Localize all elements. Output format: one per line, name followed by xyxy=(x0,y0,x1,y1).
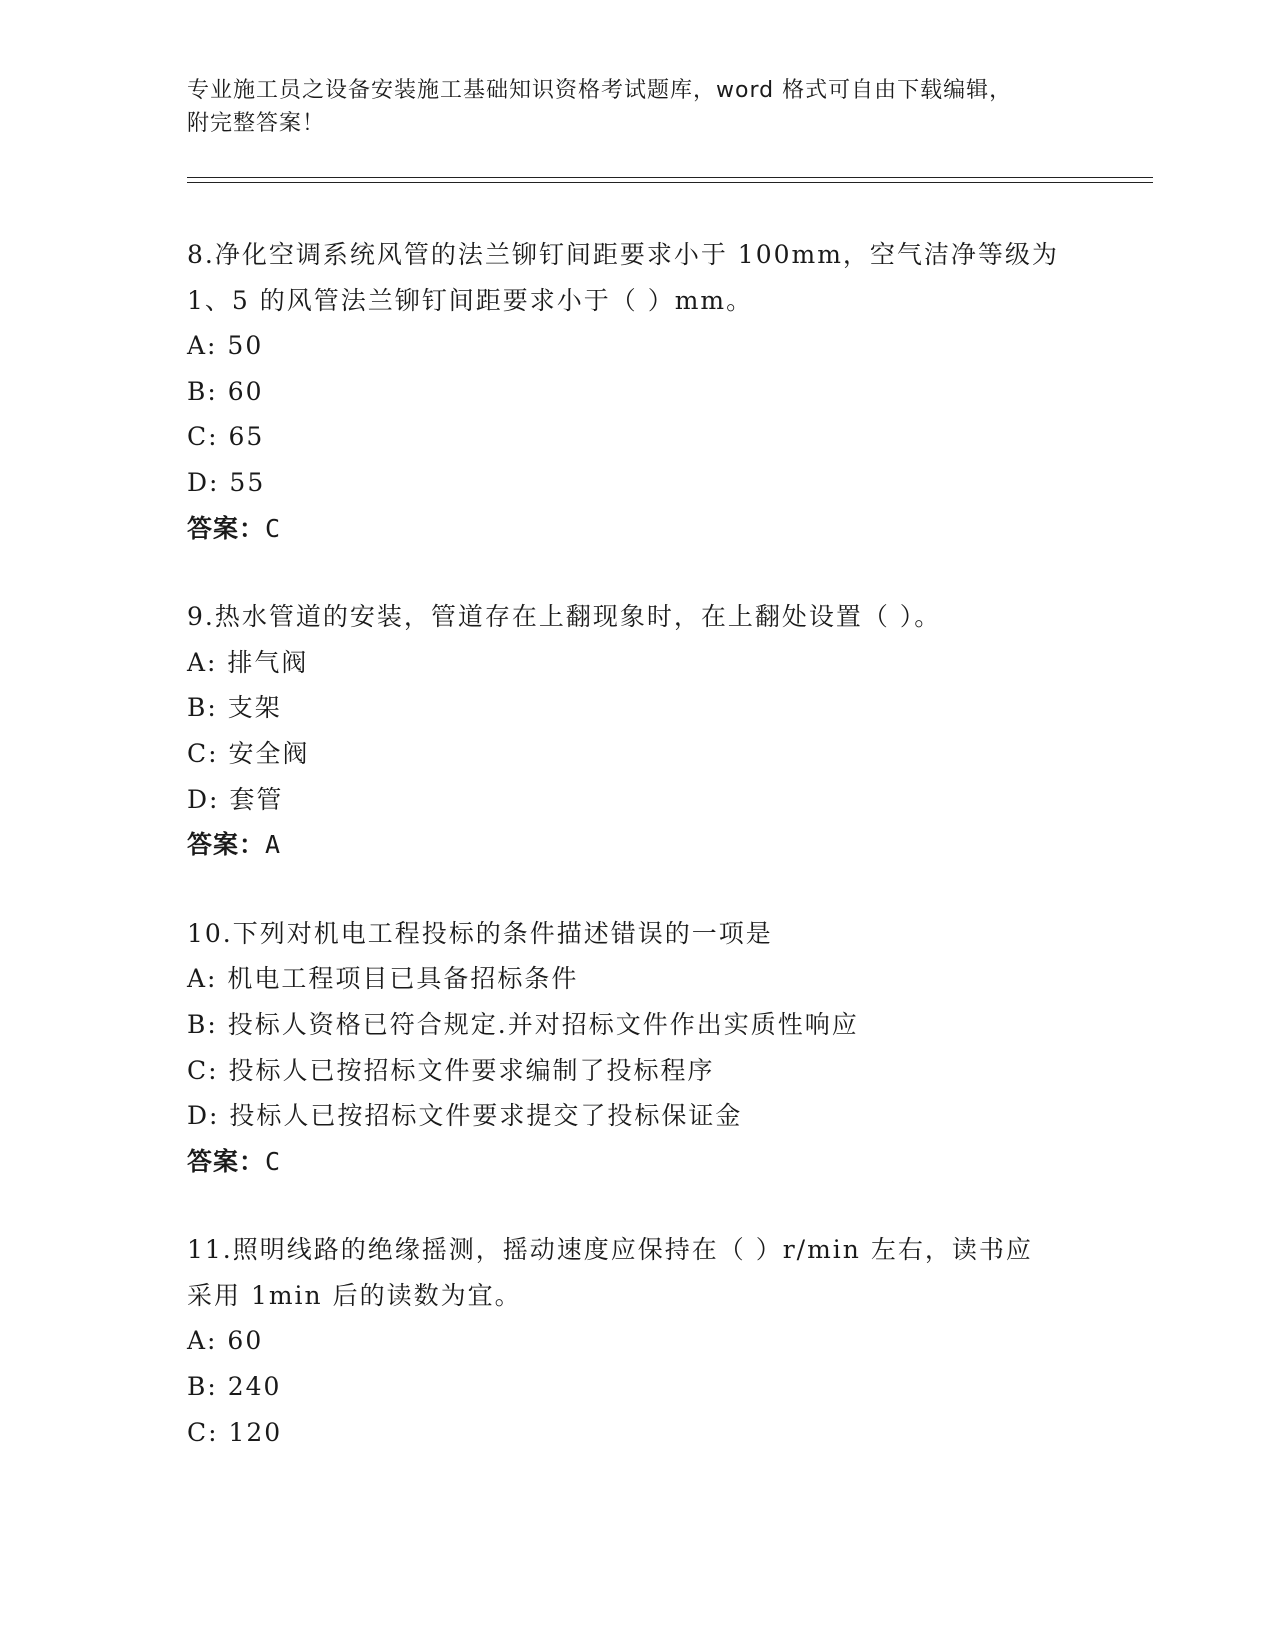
question-9 xyxy=(187,594,1087,868)
header-line-2: 附完整答案！ xyxy=(187,111,326,136)
option-a: A: 机电工程项目已具备招标条件 xyxy=(187,964,579,994)
answer-label: 答案： xyxy=(187,1146,266,1176)
question-10 xyxy=(187,911,1087,1185)
question-stem: 10.下列对机电工程投标的条件描述错误的一项是 xyxy=(187,918,773,948)
answer-label: 答案： xyxy=(187,830,266,860)
question-stem: 11.照明线路的绝缘摇测，摇动速度应保持在（ ）r/min 左右，读书应 xyxy=(187,1235,1033,1265)
answer-value: A xyxy=(265,830,282,860)
answer-line xyxy=(187,1139,1087,1185)
question-list xyxy=(187,232,1087,1498)
header-line-1: 专业施工员之设备安装施工基础知识资格考试题库，word 格式可自由下载编辑， xyxy=(187,78,1013,103)
option-a: A: 50 xyxy=(187,331,264,361)
option-d: D: 投标人已按招标文件要求提交了投标保证金 xyxy=(187,1101,743,1131)
question-stem: 1、5 的风管法兰铆钉间距要求小于（ ）mm。 xyxy=(187,285,754,315)
option-d: D: 套管 xyxy=(187,784,284,814)
answer-value: C xyxy=(265,1146,282,1176)
answer-label: 答案： xyxy=(187,513,266,543)
question-8 xyxy=(187,232,1087,551)
option-b: B: 支架 xyxy=(187,693,282,723)
option-c: C: 安全阀 xyxy=(187,738,310,768)
answer-line xyxy=(187,822,1087,868)
question-stem: 9.热水管道的安装，管道存在上翻现象时，在上翻处设置（ ）。 xyxy=(187,602,942,632)
option-b: B: 240 xyxy=(187,1372,282,1402)
option-b: B: 60 xyxy=(187,376,264,406)
option-a: A: 60 xyxy=(187,1326,264,1356)
question-stem: 8.净化空调系统风管的法兰铆钉间距要求小于 100mm，空气洁净等级为 xyxy=(187,240,1059,269)
question-11 xyxy=(187,1227,1087,1455)
answer-value: C xyxy=(265,513,282,543)
document-header xyxy=(187,74,1067,140)
question-stem: 采用 1min 后的读数为宜。 xyxy=(187,1280,522,1310)
option-c: C: 65 xyxy=(187,422,265,452)
header-divider-bottom xyxy=(187,182,1153,183)
option-a: A: 排气阀 xyxy=(187,647,309,677)
option-b: B: 投标人资格已符合规定.并对招标文件作出实质性响应 xyxy=(187,1009,859,1039)
header-divider-top xyxy=(187,177,1153,178)
answer-line xyxy=(187,506,1087,552)
option-c: C: 投标人已按招标文件要求编制了投标程序 xyxy=(187,1055,715,1085)
option-c: C: 120 xyxy=(187,1417,283,1447)
option-d: D: 55 xyxy=(187,467,266,497)
